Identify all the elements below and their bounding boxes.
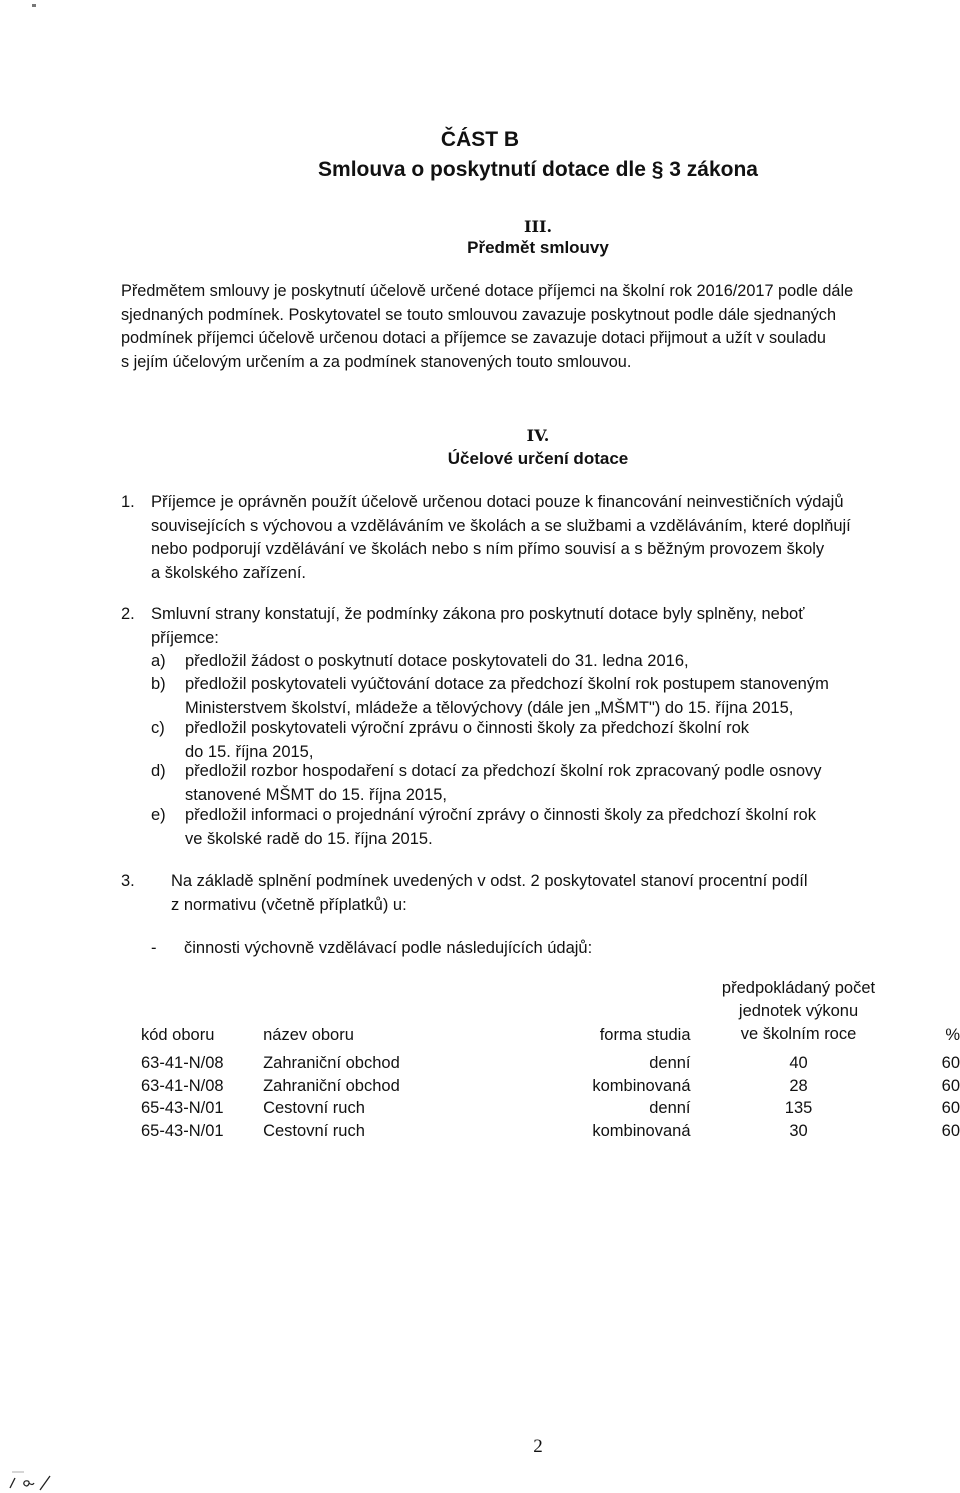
dash-bullet: -	[151, 939, 157, 957]
text-line: s jejím účelovým určením a za podmínek stanovených touto smlouvou.	[121, 352, 632, 371]
cell-forma: denní	[649, 1054, 691, 1073]
sub-item-label: b)	[151, 675, 166, 693]
table-header-row	[141, 977, 960, 1052]
text-line: předložil žádost o poskytnutí dotace poskytovateli do 31. ledna 2016,	[185, 652, 689, 670]
list-item-3	[121, 870, 955, 917]
cell-nazev: Cestovní ruch	[263, 1121, 365, 1140]
header-nazev: název oboru	[263, 1026, 354, 1044]
header-forma: forma studia	[599, 1026, 691, 1044]
section-4-title: Účelové určení dotace	[447, 449, 629, 468]
list-item-1	[121, 491, 955, 585]
text-line: do 15. října 2015,	[185, 742, 314, 761]
scan-mark	[32, 4, 36, 7]
part-title: ČÁST B	[440, 128, 520, 151]
header-pocet	[691, 977, 907, 1052]
cell-pct: 60	[941, 1121, 960, 1140]
text-line: Předmětem smlouvy je poskytnutí účelově určené dotace příjemci na školní rok 2016/2017 podle dále	[121, 282, 854, 300]
page-number: 2	[533, 1436, 543, 1457]
text-line: a školského zařízení.	[151, 563, 306, 582]
cell-pocet: 135	[784, 1099, 813, 1118]
sub-item-label: c)	[151, 719, 165, 737]
cell-pocet: 28	[789, 1076, 808, 1095]
table-row	[141, 1120, 960, 1143]
sub-item-d	[151, 760, 955, 807]
cell-kod: 63-41-N/08	[141, 1076, 224, 1095]
header-pocet-line: ve školním roce	[740, 1025, 857, 1043]
cell-forma: kombinovaná	[592, 1076, 691, 1095]
cell-kod: 63-41-N/08	[141, 1054, 224, 1073]
text-line: příjemce:	[151, 628, 219, 647]
cell-forma: denní	[649, 1099, 691, 1118]
text-line: předložil informaci o projednání výroční zprávy o činnosti školy za předchozí školní rok	[185, 806, 816, 824]
sub-item-label: d)	[151, 762, 166, 780]
contract-title: Smlouva o poskytnutí dotace dle § 3 zákona	[318, 158, 758, 181]
cell-nazev: Zahraniční obchod	[263, 1054, 400, 1073]
item-number: 1.	[121, 493, 135, 511]
handwritten-initials	[6, 1456, 66, 1492]
table-row	[141, 1052, 960, 1075]
text-line: předložil poskytovateli výroční zprávu o činnosti školy za předchozí školní rok	[185, 719, 750, 737]
cell-kod: 65-43-N/01	[141, 1121, 224, 1140]
text-line: souvisejících s výchovou a vzděláváním ve školách a se službami a vzděláváním, které doplňují	[151, 516, 851, 535]
table-row	[141, 1097, 960, 1120]
sub-item-b	[151, 673, 955, 720]
text-line: ve školské radě do 15. října 2015.	[185, 829, 433, 848]
cell-forma: kombinovaná	[592, 1121, 691, 1140]
cell-nazev: Cestovní ruch	[263, 1099, 365, 1118]
sub-item-c	[151, 717, 955, 764]
section-4-number: IV.	[526, 426, 550, 445]
sub-item-e	[151, 804, 955, 851]
text-line: předložil poskytovateli vyúčtování dotace za předchozí školní rok postupem stanoveným	[185, 675, 829, 693]
sub-item-label: a)	[151, 652, 166, 670]
text-line: sjednaných podmínek. Poskytovatel se touto smlouvou zavazuje poskytnout podle dále sjednaných	[121, 305, 837, 324]
item-number: 2.	[121, 605, 135, 623]
item-number: 3.	[121, 872, 135, 890]
cell-pocet: 30	[789, 1121, 808, 1140]
text-line: Ministerstvem školství, mládeže a tělovýchovy (dále jen „MŠMT") do 15. října 2015,	[185, 698, 794, 717]
cell-pct: 60	[941, 1076, 960, 1095]
table-row	[141, 1075, 960, 1098]
header-pct: %	[945, 1026, 960, 1044]
cell-kod: 65-43-N/01	[141, 1099, 224, 1118]
cell-nazev: Zahraniční obchod	[263, 1076, 400, 1095]
text-line: stanovené MŠMT do 15. října 2015,	[185, 785, 448, 804]
list-item-2	[121, 603, 955, 650]
section-3-paragraph	[121, 280, 955, 374]
cell-pct: 60	[941, 1054, 960, 1073]
header-kod: kód oboru	[141, 1026, 215, 1044]
header-pocet-line: jednotek výkonu	[738, 1002, 859, 1020]
study-fields-table	[141, 977, 960, 1142]
cell-pct: 60	[941, 1099, 960, 1118]
text-line: podmínek příjemci účelově určenou dotaci a příjemce se zavazuje dotaci přijmout a užít v souladu	[121, 329, 826, 347]
text-line: Smluvní strany konstatují, že podmínky zákona pro poskytnutí dotace byly splněny, neboť	[151, 605, 805, 623]
sub-item-a	[151, 650, 955, 674]
text-line: nebo podporují vzdělávání ve školách nebo s ním přímo souvisí a s běžným provozem školy	[151, 540, 825, 558]
cell-pocet: 40	[789, 1054, 808, 1073]
dash-list-item	[151, 937, 592, 961]
section-3-title: Předmět smlouvy	[467, 238, 609, 257]
section-3-number: III.	[523, 217, 553, 236]
text-line: předložil rozbor hospodaření s dotací za předchozí školní rok zpracovaný podle osnovy	[185, 762, 822, 780]
text-line: z normativu (včetně příplatků) u:	[171, 895, 407, 914]
dash-item-text: činnosti výchovně vzdělávací podle následujících údajů:	[184, 939, 593, 957]
text-line: Příjemce je oprávněn použít účelově určenou dotaci pouze k financování neinvestičních výdajů	[151, 493, 844, 511]
text-line: Na základě splnění podmínek uvedených v odst. 2 poskytovatel stanoví procentní podíl	[171, 872, 808, 890]
header-pocet-line: předpokládaný počet	[721, 979, 876, 997]
sub-item-label: e)	[151, 806, 166, 824]
